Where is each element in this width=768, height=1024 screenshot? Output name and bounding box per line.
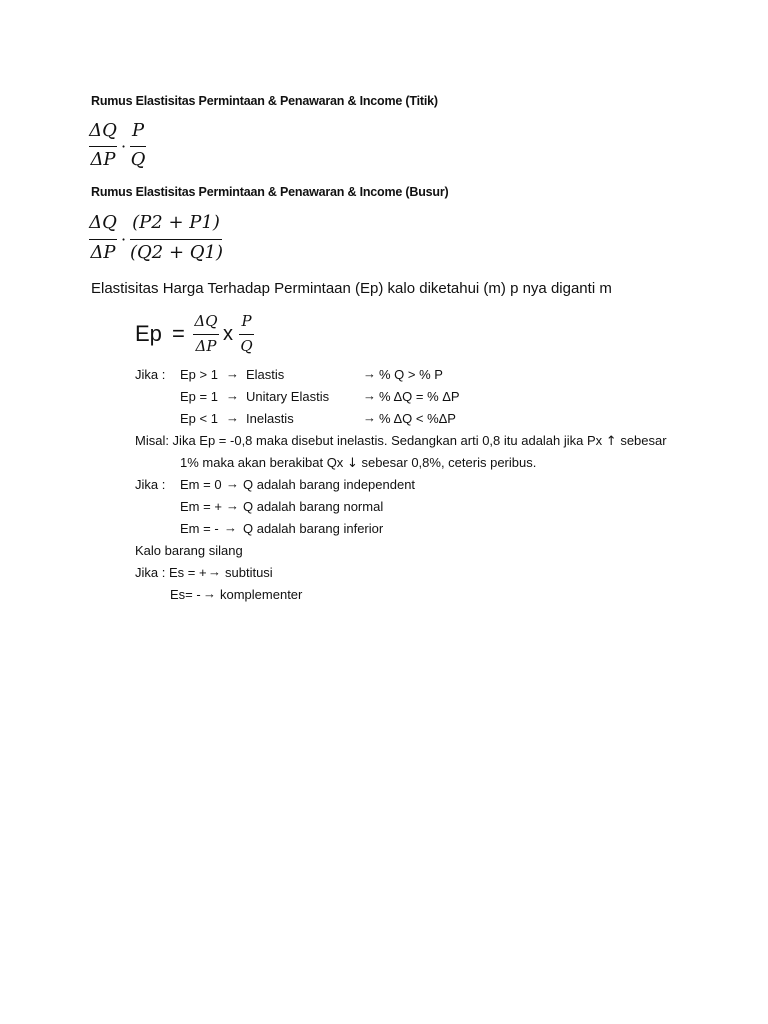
fraction-bar: [193, 334, 219, 335]
multiply-dot: ·: [121, 137, 127, 156]
em-rule-result: Q adalah barang inferior: [243, 521, 384, 536]
ep-rule-cond: Ep > 1: [180, 367, 218, 382]
fraction-delta-q-over-delta-p: [89, 212, 117, 268]
denominator: ΔP: [90, 242, 116, 263]
arrow-right-icon: →: [363, 388, 376, 403]
numerator: P: [131, 120, 145, 141]
example-text-end: sebesar 0,8%, ceteris peribus.: [361, 455, 537, 470]
numerator: (P2 + P1): [132, 212, 220, 233]
cross-rule-result: subtitusi: [225, 565, 273, 580]
fraction-bar: [130, 146, 146, 147]
heading-point-formula: Rumus Elastisitas Permintaan & Penawaran & Income (Titik): [91, 94, 438, 108]
arrow-down-icon: ↓: [346, 456, 358, 471]
ep-rule-relation: % ΔQ < %ΔP: [379, 411, 456, 426]
example-text: 1% maka akan berakibat Qx: [180, 455, 344, 470]
arrow-right-icon: →: [363, 410, 376, 425]
arrow-right-icon: →: [226, 410, 239, 425]
example-line-1: [135, 433, 667, 449]
arrow-right-icon: →: [226, 388, 239, 403]
ep-rule-result: Elastis: [246, 367, 285, 382]
fraction-delta-q-over-delta-p: [193, 312, 219, 360]
em-rule-result: Q adalah barang normal: [243, 499, 384, 514]
ep-rule-relation: % ΔQ = % ΔP: [379, 389, 460, 404]
numerator: P: [241, 312, 252, 330]
fraction-p-over-q: [130, 120, 146, 174]
ep-rule-cond: Ep = 1: [180, 389, 218, 404]
fraction-bar: [89, 239, 117, 240]
denominator: (Q2 + Q1): [130, 242, 223, 263]
numerator: ΔQ: [89, 212, 117, 233]
em-rule-cond: Em = 0: [180, 477, 222, 492]
example-text-end: sebesar: [620, 433, 667, 448]
example-line-2: [180, 455, 536, 471]
denominator: ΔP: [90, 149, 116, 170]
section-title: Elastisitas Harga Terhadap Permintaan (Ep) kalo diketahui (m) p nya diganti m: [91, 280, 612, 297]
arrow-right-icon: →: [203, 586, 216, 601]
arrow-up-icon: ↑: [605, 434, 617, 449]
ep-rule-cond: Ep < 1: [180, 411, 218, 426]
cross-rule-cond: Jika : Es = +: [135, 565, 207, 580]
em-rules-label: Jika :: [135, 477, 166, 492]
em-rule-result: Q adalah barang independent: [243, 477, 416, 492]
denominator: ΔP: [195, 337, 217, 355]
cross-rule-cond: Es= -: [170, 587, 201, 602]
denominator: Q: [240, 337, 253, 355]
fraction-p-sum-over-q-sum: [130, 212, 222, 268]
arrow-right-icon: →: [363, 366, 376, 381]
equals-sign: =: [172, 321, 185, 346]
ep-rule-result: Inelastis: [246, 411, 294, 426]
denominator: Q: [130, 149, 146, 170]
fraction-bar: [89, 146, 117, 147]
numerator: ΔQ: [194, 312, 218, 330]
ep-rules-label: Jika :: [135, 367, 166, 382]
arrow-right-icon: →: [226, 366, 239, 381]
multiply-dot: ·: [121, 230, 127, 249]
arrow-right-icon: →: [226, 498, 239, 513]
cross-rule-result: komplementer: [220, 587, 303, 602]
em-rule-cond: Em = -: [180, 521, 219, 536]
fraction-delta-q-over-delta-p: [89, 120, 117, 174]
ep-rule-relation: % Q > % P: [379, 367, 443, 382]
fraction-bar: [130, 239, 222, 240]
ep-label: Ep: [135, 321, 162, 346]
arrow-right-icon: →: [208, 564, 221, 579]
cross-title: Kalo barang silang: [135, 543, 243, 558]
numerator: ΔQ: [89, 120, 117, 141]
em-rule-cond: Em = +: [180, 499, 222, 514]
fraction-p-over-q: [239, 312, 254, 360]
times-sign: x: [223, 323, 233, 345]
fraction-bar: [239, 334, 254, 335]
arrow-right-icon: →: [226, 476, 239, 491]
arrow-right-icon: →: [224, 520, 237, 535]
ep-rule-result: Unitary Elastis: [246, 389, 330, 404]
heading-arc-formula: Rumus Elastisitas Permintaan & Penawaran & Income (Busur): [91, 185, 449, 199]
example-text: Misal: Jika Ep = -0,8 maka disebut inelastis. Sedangkan arti 0,8 itu adalah jika Px: [135, 433, 603, 448]
